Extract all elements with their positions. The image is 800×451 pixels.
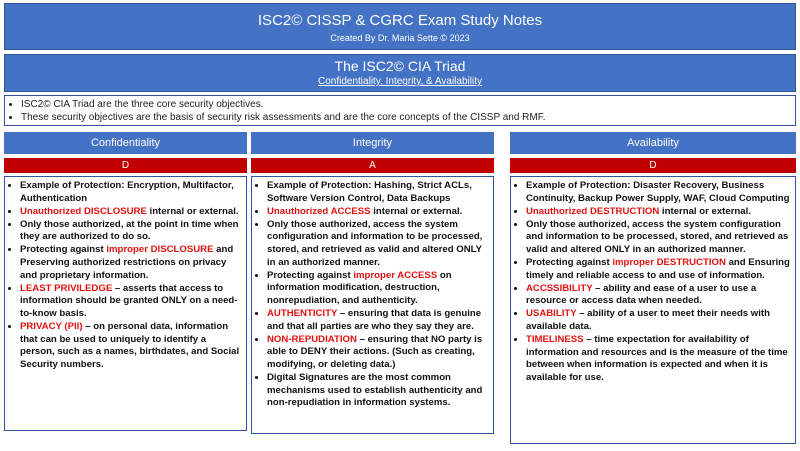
bullet-item	[20, 321, 242, 371]
page-title: ISC2© CISSP & CGRC Exam Study Notes	[257, 12, 543, 29]
bullet-item	[267, 206, 489, 219]
bullet-highlight: improper DESTRUCTION	[612, 257, 726, 269]
bullet-text: – ability and ease of a user to use a resource or access data when needed.	[526, 282, 757, 307]
intro-item: • These security objectives are the basis of security risk assessments and are the core concepts of the CISSP and RMF.	[21, 111, 789, 124]
bullet-prefix: Protecting against	[267, 269, 354, 281]
column-heading: Availability	[510, 132, 796, 154]
confidentiality-column	[4, 132, 247, 431]
bullet-text: and Preserving authorized restrictions on privacy and proprietary information.	[20, 244, 234, 281]
bullet-text: – asserts that access to information should be granted ONLY on a need-to-know basis.	[20, 282, 238, 319]
bullet-text: – ability of a user to meet their needs with available data.	[526, 308, 770, 333]
bullet-text: internal or external.	[146, 205, 239, 217]
bullet-highlight: PRIVACY (PII)	[20, 321, 83, 333]
bullet-item	[267, 308, 489, 333]
bullet-highlight: NON-REPUDIATION	[267, 333, 357, 345]
bullet-highlight: ACCSSIBILITY	[526, 282, 593, 294]
bullet-text: – on personal data, information that can be used to uniquely to identify a person, such as a names, birthdates, and Social Security numbers.	[20, 321, 240, 370]
column-heading: Integrity	[251, 132, 494, 154]
column-letter: A	[251, 158, 494, 173]
bullet-prefix: Protecting against	[20, 244, 107, 256]
triad-subtitle: Confidentiality, Integrity, & Availability	[318, 76, 482, 87]
bullet-item	[267, 270, 489, 308]
bullet-text: – ensuring that data is genuine and that all parties are who they say they are.	[267, 307, 482, 332]
triad-title: The ISC2© CIA Triad	[334, 58, 466, 74]
integrity-column	[251, 132, 494, 434]
bullet-text: Example of Protection: Encryption, Multifactor, Authentication	[20, 180, 234, 204]
availability-column	[510, 132, 796, 444]
triad-banner	[4, 54, 796, 92]
bullet-text: on information modification, destruction, nonrepudiation, and authenticity.	[267, 269, 452, 306]
column-letter: D	[510, 158, 796, 173]
bullet-box	[510, 176, 796, 444]
bullet-text: internal or external.	[370, 205, 463, 217]
intro-item: • ISC2© CIA Triad are the three core security objectives.	[21, 98, 789, 111]
bullet-item	[20, 180, 242, 205]
bullet-text: Only those authorized, at the point in time when they are authorized to do so.	[20, 218, 239, 243]
bullet-item	[20, 244, 242, 282]
bullet-item	[526, 308, 791, 333]
bullet-prefix: Protecting against	[526, 257, 613, 269]
header-banner	[4, 3, 796, 50]
intro-box	[4, 95, 796, 126]
bullet-item	[526, 283, 791, 308]
bullet-text: Only those authorized, access the system configuration and information to be processed, stored, and retrieved as valid and altered ONLY in an authorized manner.	[526, 218, 789, 255]
bullet-item	[526, 180, 791, 205]
author-credit: Created By Dr. Maria Sette © 2023	[330, 33, 470, 43]
bullet-box	[251, 176, 494, 434]
bullet-item	[20, 283, 242, 321]
bullet-highlight: LEAST PRIVILEDGE	[20, 282, 113, 294]
bullet-item	[526, 206, 791, 219]
bullet-highlight: improper DISCLOSURE	[106, 244, 214, 256]
bullet-highlight: Unauthorized DESTRUCTION	[526, 205, 660, 217]
column-heading: Confidentiality	[4, 132, 247, 154]
bullet-text: Example of Protection: Disaster Recovery, Business Continuity, Backup Power Supply, WAF, Cloud Computing	[526, 180, 790, 204]
bullet-text: and Ensuring timely and reliable access to and use of information.	[526, 257, 790, 281]
bullet-text: internal or external.	[659, 205, 751, 217]
bullet-highlight: AUTHENTICITY	[267, 307, 338, 319]
bullet-item	[20, 206, 242, 219]
bullet-text: – ensuring that NO party is able to DENY their actions. (Such as creating, modifying, or deleting data.)	[267, 333, 483, 370]
bullet-item	[20, 219, 242, 244]
bullet-item	[267, 372, 489, 410]
bullet-text: – time expectation for availability of information and resources and is the measure of the time between when information is expected and when it is available for use.	[526, 334, 788, 383]
bullet-text: Only those authorized, access the system configuration and information to be processed, stored, and retrieved as valid and altered ONLY in an authorized manner.	[267, 218, 483, 268]
bullet-highlight: improper ACCESS	[353, 269, 438, 281]
bullet-item	[526, 334, 791, 384]
bullet-highlight: TIMELINESS	[526, 334, 584, 346]
bullet-item	[267, 219, 489, 269]
bullet-item	[267, 180, 489, 205]
bullet-highlight: Unauthorized ACCESS	[267, 205, 371, 217]
bullet-item	[526, 219, 791, 257]
bullet-highlight: USABILITY	[526, 308, 577, 320]
bullet-item	[526, 257, 791, 282]
bullet-highlight: Unauthorized DISCLOSURE	[20, 205, 147, 217]
bullet-text: Digital Signatures are the most common mechanisms used to establish authenticity and non-repudiation in information systems.	[267, 371, 483, 409]
bullet-item	[267, 334, 489, 372]
bullet-box	[4, 176, 247, 431]
bullet-text: Example of Protection: Hashing, Strict ACLs, Software Version Control, Data Backups	[267, 180, 472, 204]
column-letter: D	[4, 158, 247, 173]
